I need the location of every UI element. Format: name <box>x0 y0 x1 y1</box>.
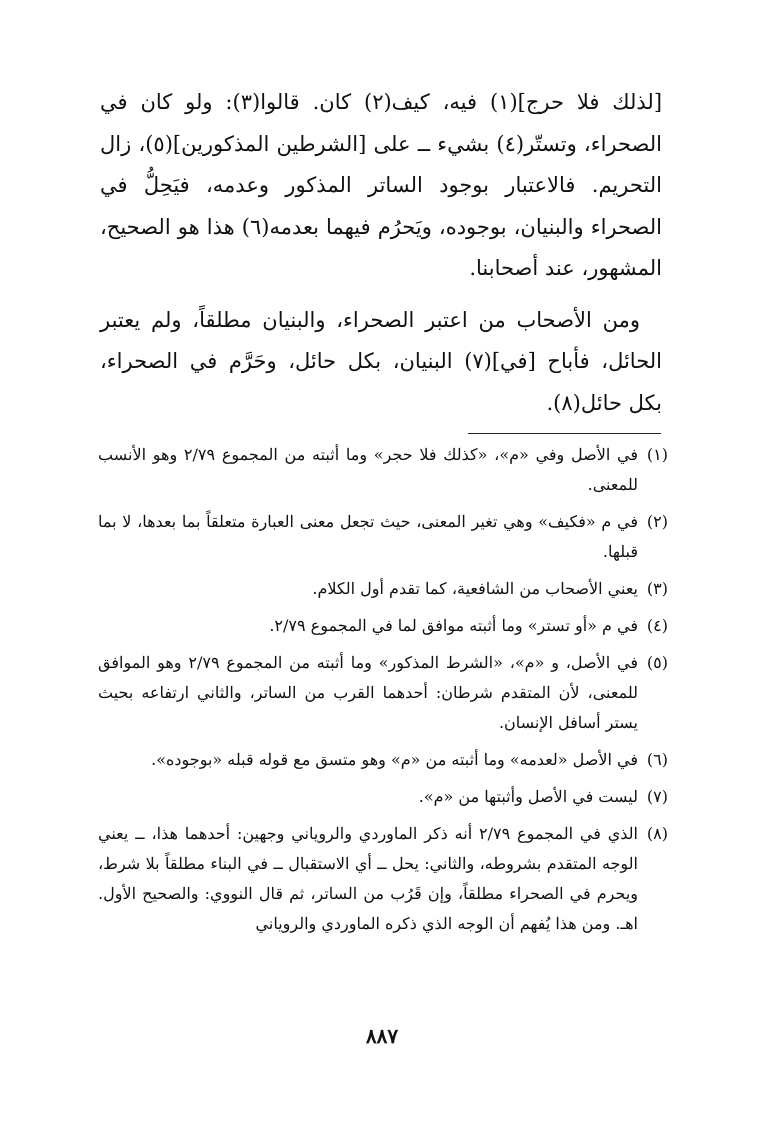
footnote-number: (٦) <box>646 750 668 769</box>
footnote-number: (٨) <box>646 824 668 843</box>
footnote-text: في م «فكيف» وهي تغير المعنى، حيث تجعل معنى العبارة متعلقاً بما بعدها، لا بما قبلها. <box>98 512 638 561</box>
footnote-text: في م «أو تستر» وما أثبته موافق لما في المجموع ٢/٧٩. <box>269 616 638 635</box>
footnote-1 <box>98 440 668 500</box>
footnote-5 <box>98 648 668 738</box>
footnote-4 <box>98 611 668 641</box>
footnote-6 <box>98 745 668 775</box>
footnote-text: في الأصل وفي «م»، «كذلك فلا حجر» وما أثبته من المجموع ٢/٧٩ وهو الأنسب للمعنى. <box>98 445 639 494</box>
footnote-text: يعني الأصحاب من الشافعية، كما تقدم أول الكلام. <box>312 579 638 598</box>
footnote-text: الذي في المجموع ٢/٧٩ أنه ذكر الماوردي والروياني وجهين: أحدهما هذا، ــ يعني الوجه المتقدم بشروطه، والثاني: يحل ــ أي الاستقبال ــ في البناء مطلقاً بلا شرط، ويحرم في الصحراء مطلقاً، وإن قَرُب من الساتر، ثم قال النووي: والصحيح الأول. اهـ. ومن هذا يُفهم أن الوجه الذي ذكره الماوردي والروياني <box>98 824 638 933</box>
footnote-3 <box>98 574 668 604</box>
footnote-number: (٣) <box>646 579 668 598</box>
page-number: ٨٨٧ <box>365 1024 399 1048</box>
footnote-separator <box>468 433 661 434</box>
main-text <box>100 82 662 424</box>
paragraph-2: ومن الأصحاب من اعتبر الصحراء، والبنيان مطلقاً، ولم يعتبر الحائل، فأباح [في](٧) البنيان، بكل حائل، وحَرَّم في الصحراء، بكل حائل(٨). <box>100 307 662 415</box>
footnote-8 <box>98 819 668 939</box>
footnote-2 <box>98 507 668 567</box>
footnote-text: في الأصل، و «م»، «الشرط المذكور» وما أثبته من المجموع ٢/٧٩ وهو الموافق للمعنى، لأن المتقدم شرطان: أحدهما القرب من الساتر، والثاني ارتفاعه بحيث يستر أسافل الإنسان. <box>98 653 638 732</box>
footnote-number: (٢) <box>646 512 668 531</box>
footnote-number: (٧) <box>646 787 668 806</box>
footnote-7 <box>98 782 668 812</box>
footnote-text: في الأصل «لعدمه» وما أثبته من «م» وهو متسق مع قوله قبله «بوجوده». <box>151 750 638 769</box>
footnote-number: (٥) <box>646 653 668 672</box>
paragraph-1: [لذلك فلا حرج](١) فيه، كيف(٢) كان. قالوا(٣): ولو كان في الصحراء، وتستّر(٤) بشيء ــ على [الشرطين المذكورين](٥)، زال التحريم. فالاعتبار بوجود الساتر المذكور وعدمه، فيَحِلُّ في الصحراء والبنيان، بوجوده، ويَحرُم فيهما بعدمه(٦) هذا هو الصحيح، المشهور، عند أصحابنا. <box>100 90 663 280</box>
footnote-text: ليست في الأصل وأثبتها من «م». <box>418 787 638 806</box>
footnote-number: (١) <box>646 445 668 464</box>
footnote-number: (٤) <box>646 616 668 635</box>
footnotes <box>98 440 668 946</box>
